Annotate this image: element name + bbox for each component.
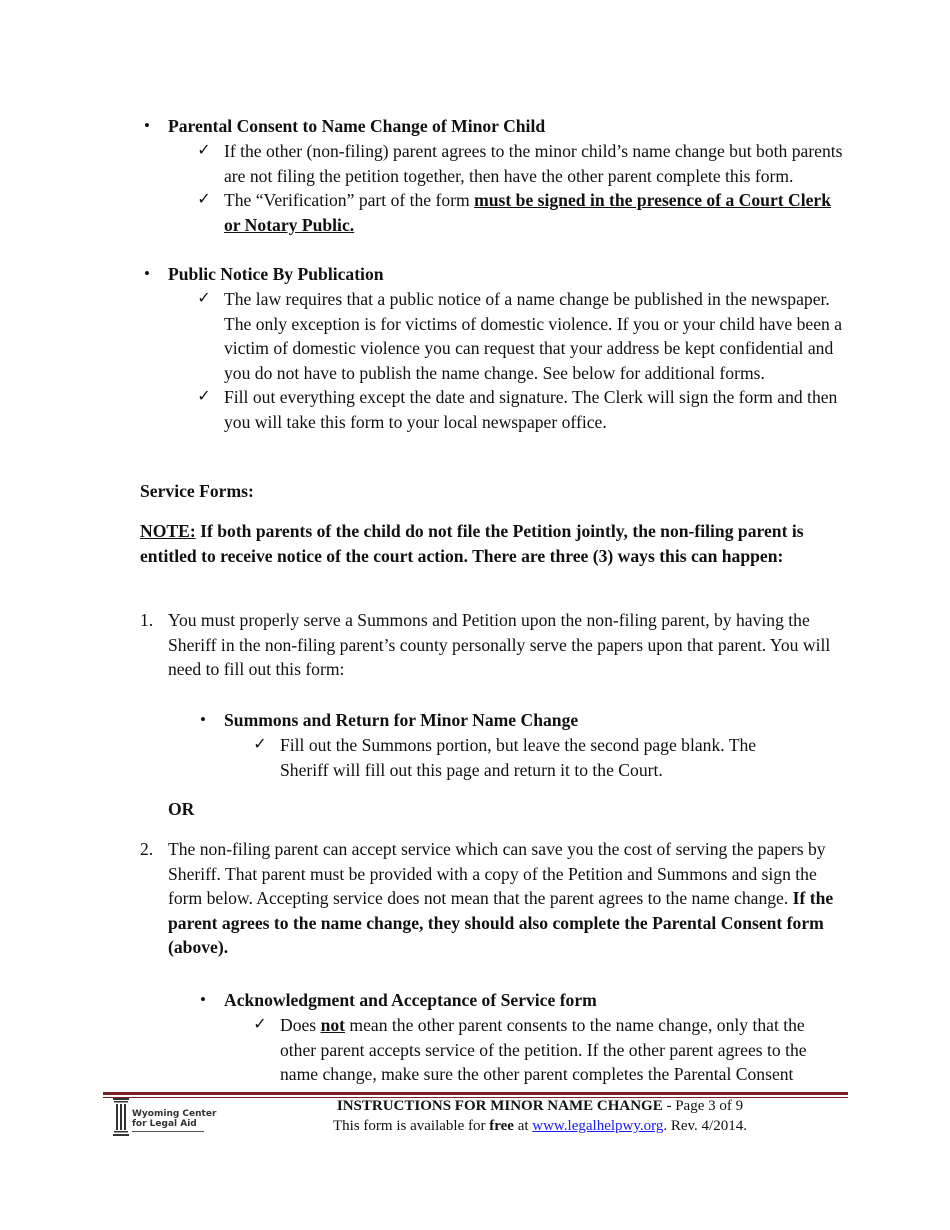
checkmark-icon: ✓ (197, 388, 211, 406)
parental-consent-items (197, 139, 844, 237)
wyoming-center-logo (112, 1097, 217, 1137)
option-text: The non-filing parent can accept service which can save you the cost of serving the papers by Sheriff. That parent must be provided with a copy of the Petition and Summons and sign the form below. Accepting service does not mean that the parent agrees to the name change. (168, 839, 826, 909)
item-number: 2. (140, 839, 154, 859)
check-item (197, 139, 844, 188)
pillar-icon (112, 1097, 130, 1137)
checkmark-icon: ✓ (197, 191, 211, 209)
bullet-icon: • (200, 990, 206, 1009)
option-1-form (200, 708, 844, 733)
option-bold-text: If the parent agrees to the name change, they should also complete the Parental Consent form (above). (168, 888, 834, 958)
option-2-form (200, 988, 844, 1013)
note-text: If both parents of the child do not file the Petition jointly, the non-filing parent is entitled to receive notice of the court action. There are three (3) ways this can happen: (140, 521, 804, 566)
check-item (253, 1013, 845, 1087)
bullet-icon: • (144, 116, 150, 135)
footer-line-2: This form is available for free at www.legalhelpwy.org. Rev. 4/2014. (333, 1118, 747, 1134)
section-title: Parental Consent to Name Change of Minor Child (168, 116, 546, 136)
checkmark-icon: ✓ (253, 736, 267, 753)
public-notice-section (144, 262, 858, 287)
check-item-text: mean the other parent consents to the name change, only that the other parent accepts service of the petition. If the other parent agrees to the name change, make sure the other parent completes the Parental Consent (280, 1015, 807, 1085)
emphasis-text: not (320, 1015, 346, 1035)
option-2-form-items (253, 1013, 845, 1087)
checkmark-icon: ✓ (197, 290, 211, 307)
option-text: You must properly serve a Summons and Petition upon the non-filing parent, by having the Sheriff in the non-filing parent’s county personally serve the papers upon that parent. You will need to fill out this form: (168, 610, 831, 680)
footer-line-1 (220, 1096, 860, 1116)
option-1-form-items (253, 733, 800, 782)
logo-text: Wyoming Center for Legal Aid (132, 1109, 217, 1129)
check-item (253, 733, 800, 782)
bullet-item (144, 262, 858, 287)
bullet-item (200, 988, 844, 1013)
checkmark-icon: ✓ (253, 1016, 267, 1033)
bullet-icon: • (200, 710, 206, 729)
numbered-item (140, 608, 843, 682)
check-item (197, 385, 844, 434)
check-item (197, 287, 844, 385)
footer-rule-thick (103, 1092, 848, 1095)
check-item-text: Fill out the Summons portion, but leave the second page blank. The Sheriff will fill out this page and return it to the Court. (280, 735, 757, 780)
check-item (197, 188, 844, 237)
or-separator (168, 797, 268, 822)
check-item-text: Does (280, 1015, 321, 1035)
bullet-item (144, 114, 858, 139)
option-2 (140, 837, 838, 960)
public-notice-items (197, 287, 844, 435)
item-number: 1. (140, 610, 154, 630)
note-block (140, 519, 840, 568)
checkmark-icon: ✓ (197, 142, 211, 159)
footer-title: INSTRUCTIONS FOR MINOR NAME CHANGE (336, 1098, 663, 1114)
service-forms-heading: Service Forms: (140, 481, 254, 501)
bullet-icon: • (144, 264, 150, 283)
footer-page-info: - Page 3 of 9 (662, 1098, 744, 1114)
service-forms-heading-block (140, 479, 840, 504)
emphasis-text: must be signed in the presence of a Court Clerk or Notary Public. (224, 190, 832, 235)
section-title: Public Notice By Publication (168, 264, 384, 284)
bullet-item (200, 708, 844, 733)
legalhelp-link[interactable]: www.legalhelpwy.org (532, 1118, 664, 1134)
option-1 (140, 608, 843, 682)
or-label: OR (168, 799, 195, 819)
parental-consent-section (144, 114, 858, 139)
numbered-item (140, 837, 838, 960)
form-title: Acknowledgment and Acceptance of Service form (224, 990, 597, 1010)
logo-underline (132, 1131, 204, 1132)
check-item-text: The law requires that a public notice of a name change be published in the newspaper. The only exception is for victims of domestic violence. If you or your child have been a victim of domestic violence you can request that your address be kept confidential and you do not have to publish the name change. See below for additional forms. (224, 289, 843, 383)
form-title: Summons and Return for Minor Name Change (224, 710, 579, 730)
check-item-text: If the other (non-filing) parent agrees to the minor child’s name change but both parents are not filing the petition together, then have the other parent complete this form. (224, 141, 843, 186)
note-label: NOTE: (140, 521, 196, 541)
check-item-text: The “Verification” part of the form (224, 190, 475, 211)
check-item-text: Fill out everything except the date and signature. The Clerk will sign the form and then you will take this form to your local newspaper office. (224, 387, 838, 432)
